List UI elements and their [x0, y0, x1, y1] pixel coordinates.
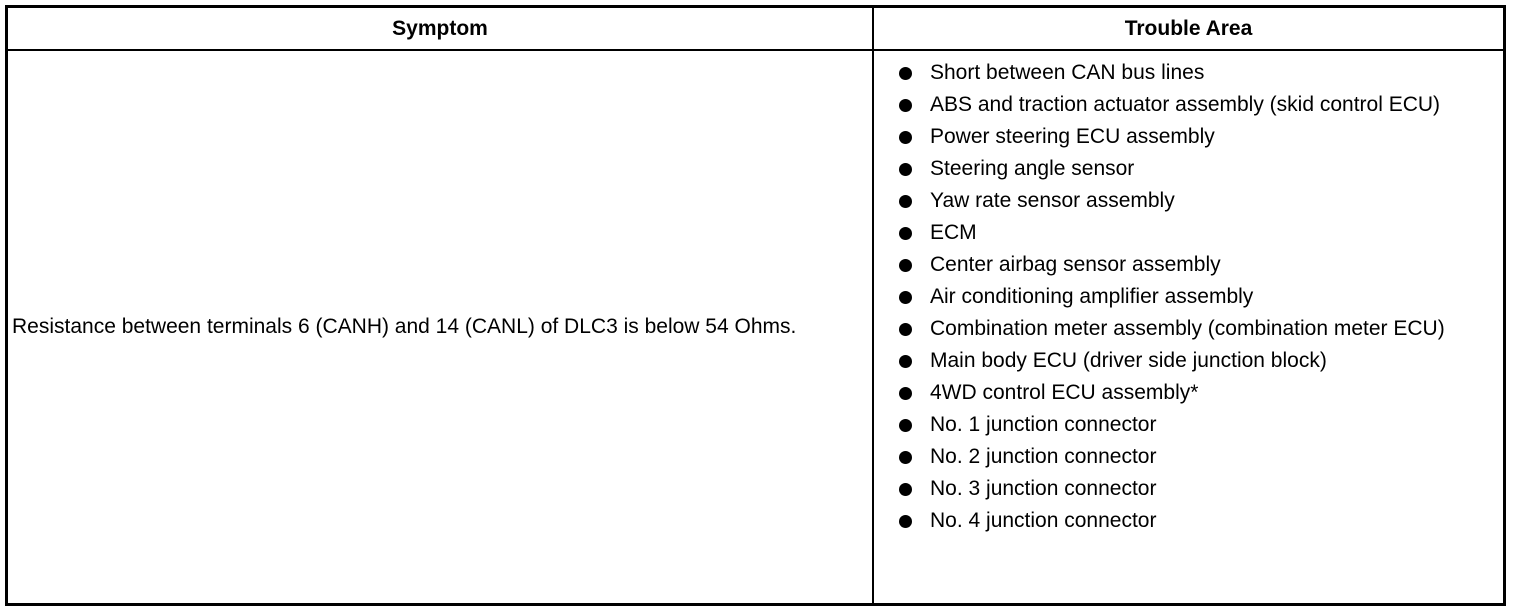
bullet-icon	[899, 67, 912, 80]
trouble-area-text: Yaw rate sensor assembly	[930, 189, 1175, 212]
trouble-area-text: Air conditioning amplifier assembly	[930, 285, 1254, 308]
bullet-icon	[899, 515, 912, 528]
symptom-text: Resistance between terminals 6 (CANH) and 14 (CANL) of DLC3 is below 54 Ohms.	[12, 315, 797, 338]
list-item	[894, 410, 1483, 440]
list-item	[894, 58, 1483, 88]
trouble-area-list	[874, 51, 1503, 536]
bullet-icon	[899, 259, 912, 272]
trouble-area-text: No. 1 junction connector	[930, 413, 1157, 436]
bullet-icon	[899, 451, 912, 464]
list-item	[894, 378, 1483, 408]
trouble-area-text: 4WD control ECU assembly*	[930, 381, 1199, 404]
list-item	[894, 90, 1483, 120]
trouble-table	[5, 5, 1506, 606]
bullet-icon	[899, 355, 912, 368]
trouble-area-text: Short between CAN bus lines	[930, 61, 1205, 84]
bullet-icon	[899, 99, 912, 112]
header-symptom: Symptom	[8, 8, 874, 51]
list-item	[894, 314, 1483, 344]
list-item	[894, 154, 1483, 184]
list-item	[894, 122, 1483, 152]
bullet-icon	[899, 483, 912, 496]
bullet-icon	[899, 419, 912, 432]
trouble-area-cell	[874, 51, 1503, 603]
list-item	[894, 506, 1483, 536]
trouble-area-text: Center airbag sensor assembly	[930, 253, 1221, 276]
list-item	[894, 282, 1483, 312]
list-item	[894, 474, 1483, 504]
trouble-area-text: Steering angle sensor	[930, 157, 1135, 180]
trouble-area-text: ECM	[930, 221, 977, 244]
bullet-icon	[899, 163, 912, 176]
bullet-icon	[899, 227, 912, 240]
trouble-area-text: Main body ECU (driver side junction block)	[930, 349, 1327, 372]
bullet-icon	[899, 323, 912, 336]
list-item	[894, 250, 1483, 280]
list-item	[894, 442, 1483, 472]
trouble-area-text: No. 2 junction connector	[930, 445, 1157, 468]
bullet-icon	[899, 291, 912, 304]
header-trouble-area: Trouble Area	[874, 8, 1503, 51]
trouble-area-text: Power steering ECU assembly	[930, 125, 1215, 148]
bullet-icon	[899, 195, 912, 208]
symptom-cell	[8, 51, 874, 603]
trouble-area-text: ABS and traction actuator assembly (skid control ECU)	[930, 93, 1441, 116]
list-item	[894, 346, 1483, 376]
bullet-icon	[899, 131, 912, 144]
trouble-area-text: No. 4 junction connector	[930, 509, 1157, 532]
trouble-area-text: No. 3 junction connector	[930, 477, 1157, 500]
bullet-icon	[899, 387, 912, 400]
list-item	[894, 186, 1483, 216]
trouble-area-text: Combination meter assembly (combination meter ECU)	[930, 317, 1445, 340]
list-item	[894, 218, 1483, 248]
